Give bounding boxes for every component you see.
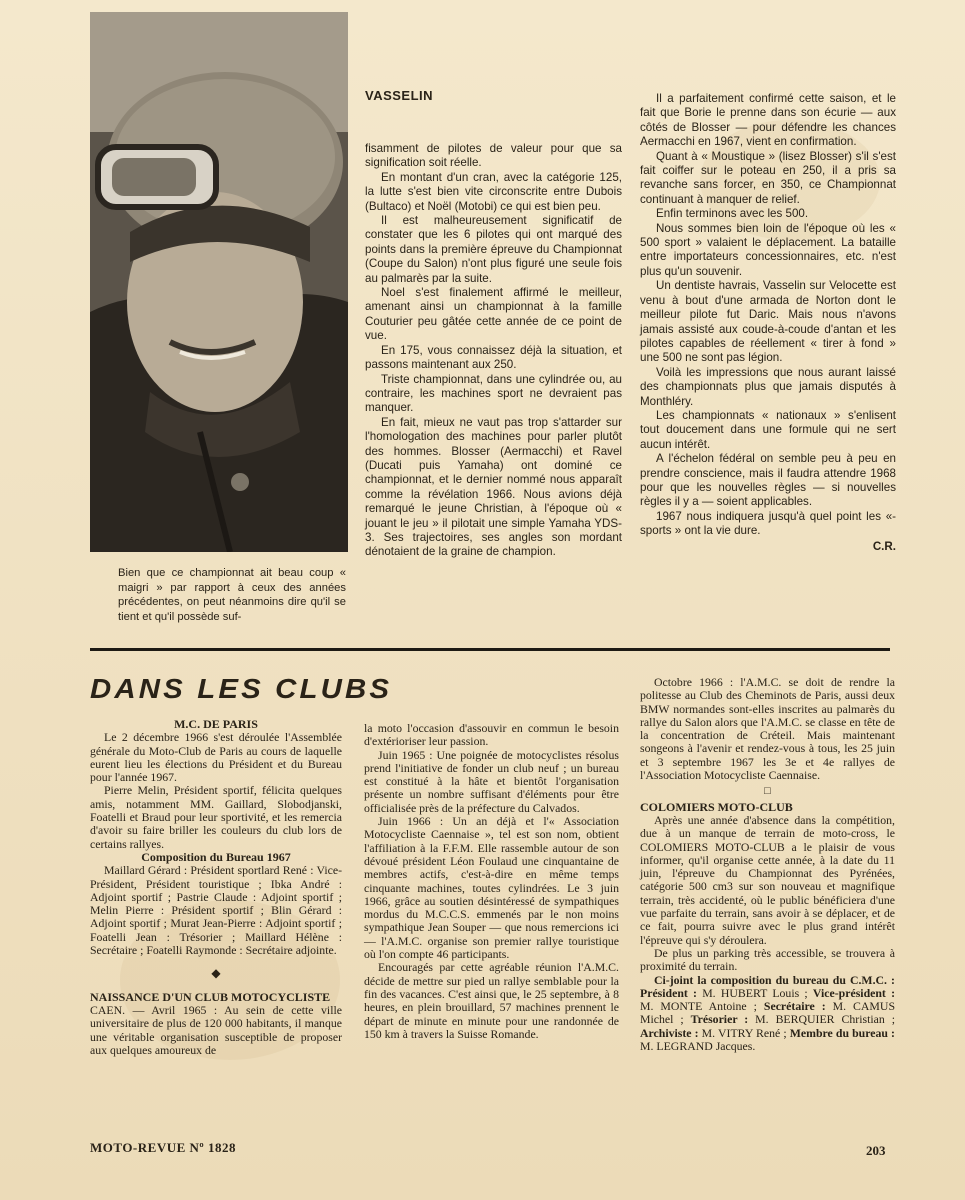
club-paragraph: Encouragés par cette agréable réunion l'A.M.C. décide de mettre sur pied un rallye semblable pour la fin des vacances. C'est ainsi que, le 25 septembre, à 8 heures, en plein brouillard, 57 machines prennent le départ de minute en minute pour une randonnée de 150 km à travers la Suisse Romande. [364, 960, 619, 1041]
composition-role: Archiviste : [640, 1025, 699, 1040]
club-heading-mc-paris: M.C. DE PARIS [174, 717, 258, 731]
composition-name: M. VITRY René ; [698, 1025, 790, 1040]
club-heading-naissance: NAISSANCE D'UN CLUB MOTOCYCLISTE [90, 989, 331, 1004]
club-paragraph: Octobre 1966 : l'A.M.C. se doit de rendre la politesse au Club des Cheminots de Paris, aussi deux BMW normandes sont-elles inscrites au palmarès du rallye du Salon alors que l'A.M.C. se classe en tête de la concentration de Créteil. Mais maintenant songeons à l'avenir et rendez-vous à tous, les 25 juin et 3 septembre 1967 les 3e et 4e rallyes de l'Association Motocycliste Caennaise. [640, 675, 895, 783]
club-heading-colomiers: COLOMIERS MOTO-CLUB [640, 799, 793, 814]
footer-magazine-issue: MOTO-REVUE Nº 1828 [90, 1140, 236, 1155]
article-signature: C.R. [872, 539, 896, 553]
club-paragraph: la moto l'occasion d'assouvir en commun le besoin d'extérioriser leur passion. [364, 721, 619, 749]
club-paragraph: Le 2 décembre 1966 s'est déroulée l'Assemblée générale du Moto-Club de Paris au cours de laquelle eurent lieu les élections du Président et du Bureau pour l'année 1967. [90, 730, 342, 785]
article-paragraph: 1967 nous indiquera jusqu'à quel point les «-sports » ont la vie dure. [640, 509, 896, 538]
club-paragraph: Après une année d'absence dans la compétition, due à un manque de terrain de moto-cross, le COLOMIERS MOTO-CLUB a le plaisir de vous informer, qu'il organise cette année, à la date du 11 juin, l'épreuve du Championnat des Pyrénées, catégorie 500 cm3 sur son nouveau et magnifique terrain, très accidenté, où le public bénéficiera d'une vue parfaite du terrain, sans avoir à se déplacer, et de ce fait, pourra suivre avec le plus grand intérêt l'épreuve qui s'y déroulera. [640, 812, 895, 947]
article-paragraph: En fait, mieux ne vaut pas trop s'attarder sur l'homologation des machines pour parler plutôt des hommes. Blosser (Aermacchi) et Ravel (Ducati puis Yamaha) ont dominé ce championnat, et le dernier nommé nous apparaît comme la révélation 1966. Nous avions déjà remarqué le jeune Christian, à l'époque où « jouant le jeu » il pilotait une simple Yamaha YDS-3. Ses trajectoires, ses angles son mordant dénotaient de la graine de champion. [365, 415, 622, 559]
clubs-column-1 [90, 718, 342, 1057]
composition-role: Membre du bureau : [789, 1025, 895, 1040]
article-title-vasselin: VASSELIN [365, 88, 434, 103]
rider-portrait-photo [90, 12, 348, 552]
article-paragraph: A l'échelon fédéral on semble peu à peu en prendre conscience, mais il faudra attendre 1968 pour que les nouvelles règles — si nouvelles règles il y a — soient applicables. [640, 452, 896, 509]
square-separator-icon: □ [764, 785, 771, 798]
clubs-column-2 [364, 722, 619, 1041]
article-paragraph: Un dentiste havrais, Vasselin sur Velocette est venu à bout d'une armada de Norton dont le meilleur pilote fut Daric. Mais nous n'avons jamais assisté aux coude-à-coude d'antan et les pilotes capables de réellement « tirer à fond » une 500 ne sont pas légion. [640, 279, 896, 365]
composition-name: M. LEGRAND Jacques. [640, 1039, 756, 1054]
composition-role: Trésorier : [690, 1012, 749, 1027]
composition-role: Secrétaire : [763, 999, 826, 1014]
article-paragraph: Il a parfaitement confirmé cette saison, et le fait que Borie le prenne dans son écurie — aux côtés de Blosser — pour défendre les chances Aermacchi en 1967, vient en confirmation. [640, 92, 896, 149]
article-paragraph: En 175, vous connaissez déjà la situation, et passons maintenant aux 250. [365, 343, 622, 372]
club-paragraph: CAEN. — Avril 1965 : Au sein de cette ville universitaire de plus de 120 000 habitants, il manque une véritable organisation susceptible de proposer aux quelques amoureux de [90, 1002, 342, 1057]
club-paragraph: Pierre Melin, Président sportif, félicita quelques amis, notamment MM. Gaillard, Slobodjanski, Foatelli et Braud pour leur sportivité, et les remercia d'avoir su faire briller les couleurs du club lors de certains rallyes. [90, 783, 342, 851]
article-paragraph: Nous sommes bien loin de l'époque où les « 500 sport » valaient le déplacement. La bataille entre importateurs concessionnaires, etc. n'est plus qu'un souvenir. [640, 221, 896, 278]
clubs-column-3 [640, 676, 895, 1053]
diamond-separator-icon: ◆ [211, 966, 221, 981]
composition-role: Président : [640, 985, 697, 1000]
article-paragraph: fisamment de pilotes de valeur pour que sa signification soit réelle. [365, 142, 622, 170]
article-paragraph: Noel s'est finalement affirmé le meilleur, amenant ainsi un championnat à la famille Couturier peu gâtée cette année de ce point de vue. [365, 286, 622, 343]
club-paragraph: De plus un parking très accessible, se trouvera à proximité du terrain. [640, 945, 895, 974]
composition-name: M. CAMUS Michel ; [640, 999, 896, 1027]
article-paragraph: Il est malheureusement significatif de constater que les 6 pilotes qui ont marqué des points dans la première épreuve du Championnat (Coupe du Salon) n'ont plus figuré une seule fois au palmarès par la suite. [365, 214, 622, 285]
article-column-1 [365, 142, 622, 560]
article-column-2 [640, 92, 896, 554]
section-title-dans-les-clubs: DANS LES CLUBS [90, 673, 393, 704]
composition-intro: Ci-joint la composition du bureau du C.M.C. : [654, 972, 895, 987]
photo-caption: Bien que ce championnat ait beau coup « maigri » par rapport à ceux des années précédentes, on peut néanmoins dire qu'il se tient et qu'il possède suf- [118, 567, 346, 623]
article-paragraph: Triste championnat, dans une cylindrée ou, au contraire, les machines sport ne devraient pas manquer. [365, 372, 622, 415]
club-composition [640, 974, 895, 1054]
article-paragraph: Enfin terminons avec les 500. [656, 207, 809, 221]
article-paragraph: Quant à « Moustique » (lisez Blosser) s'il s'est fait coiffer sur le poteau en 250, il a pris sa revanche sans forcer, en 350, ce Championnat continuant à manquer de relief. [640, 149, 896, 206]
composition-role: Vice-président : [812, 985, 895, 1000]
bureau-heading: Composition du Bureau 1967 [141, 849, 291, 864]
club-paragraph: Juin 1966 : Un an déjà et l'« Association Motocycliste Caennaise », tel est son nom, obtient l'affiliation à la F.F.M. Elle rassemble autour de son dévoué président Léon Foulaud une cinquantaine de membres actifs, c'est-à-dire en même temps cinquante machines, toutes cylindrées. Le 3 juin 1966, grâce au soutien désintéressé de sympathiques mordus du M.C.C.S. emmenés par le non moins sympathique Jean Souper — que nous remercions ici — l'A.M.C. organise son premier rallye touristique où l'on compte 46 participants. [364, 814, 619, 962]
section-divider [90, 648, 890, 651]
article-paragraph: Les championnats « nationaux » s'enlisent tout doucement dans une formule qui ne sert aucun intérêt. [640, 408, 896, 451]
composition-name: M. HUBERT Louis ; [696, 985, 813, 1000]
footer-page-number: 203 [866, 1143, 886, 1158]
composition-name: M. BERQUIER Christian ; [748, 1012, 895, 1027]
bureau-composition: Maillard Gérard : Président sportlard René : Vice-Président, Président touristique ; Ibka André : Adjoint sportif ; Pastrie Claude : Adjoint sportif ; Melin Pierre : Président sportif ; Blin Gérard : Adjoint sportif ; Murat Jean-Pierre : Adjoint sportif ; Foatelli Jean : Trésorier ; Maillard Hélène : Secrétaire ; Foatelli Raymonde : Secrétaire adjointe. [90, 863, 342, 958]
club-paragraph: Juin 1965 : Une poignée de motocyclistes résolus prend l'initiative de fonder un club neuf ; un bureau est constitué à la hâte et bientôt l'organisation présente un nombre suffisant d'éléments pour être officialisée près de la préfecture du Calvados. [364, 747, 619, 815]
article-paragraph: Voilà les impressions que nous aurant laissé des championnats plus que jamais disputés à Monthléry. [640, 365, 896, 408]
article-paragraph: En montant d'un cran, avec la catégorie 125, la lutte s'est bien vite circonscrite entre Dubois (Bultaco) et Noël (Motobi) ce qui est bien peu. [365, 170, 622, 213]
composition-name: M. MONTE Antoine ; [640, 999, 764, 1014]
